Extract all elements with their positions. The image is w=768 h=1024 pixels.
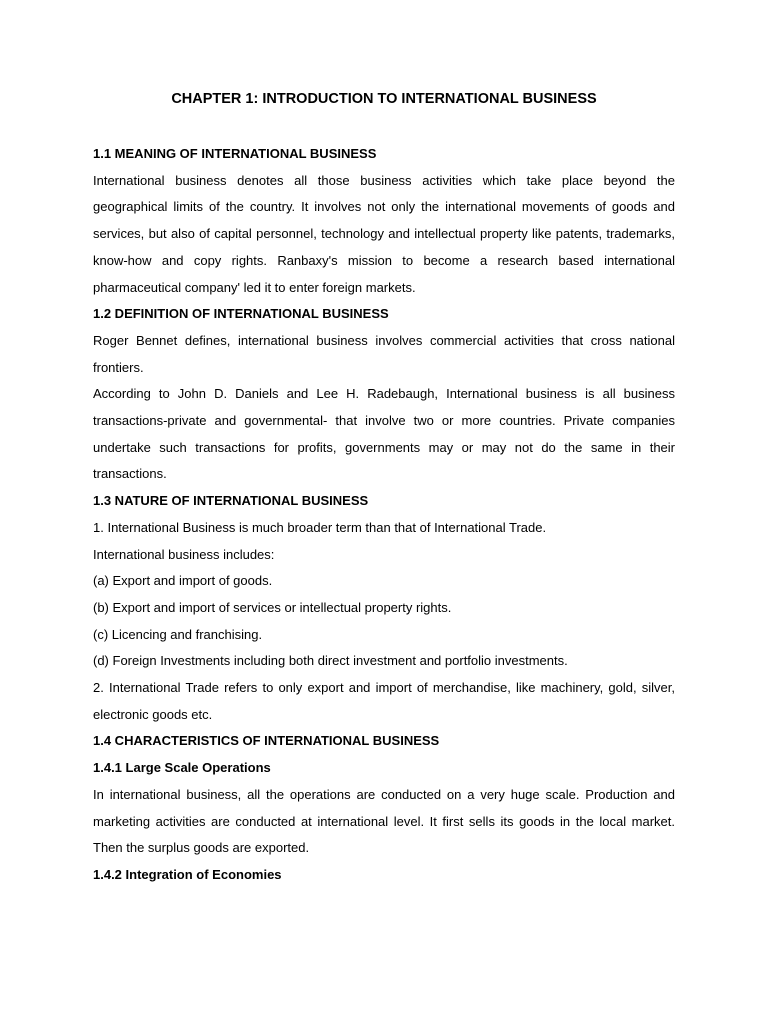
section-heading-characteristics: 1.4 CHARACTERISTICS OF INTERNATIONAL BUSINESS <box>93 733 440 749</box>
document-body <box>93 141 675 889</box>
large-scale-paragraph: In international business, all the operations are conducted on a very huge scale. Production and marketing activities are conducted at international level. It first sells its goods in the local market. Then the surplus goods are exported. <box>93 786 675 856</box>
nature-list-item: (a) Export and import of goods. <box>93 573 273 589</box>
meaning-paragraph: International business denotes all those business activities which take place beyond the geographical limits of the country. It involves not only the international movements of goods and services, but also of capital personnel, technology and intellectual property like patents, trademarks, know-how and copy rights. Ranbaxy's mission to become a research based international pharmaceutical company' led it to enter foreign markets. <box>93 172 675 295</box>
section-heading-definition: 1.2 DEFINITION OF INTERNATIONAL BUSINESS <box>93 306 389 322</box>
nature-list-item: (c) Licencing and franchising. <box>93 626 263 642</box>
nature-list-item: (b) Export and import of services or intellectual property rights. <box>93 599 452 615</box>
subsection-heading-integration: 1.4.2 Integration of Economies <box>93 866 282 882</box>
subsection-heading-large-scale: 1.4.1 Large Scale Operations <box>93 760 271 776</box>
nature-point-1: 1. International Business is much broader term than that of International Trade. <box>93 519 547 535</box>
nature-point-2: 2. International Trade refers to only export and import of merchandise, like machinery, gold, silver, electronic goods etc. <box>93 680 675 722</box>
section-heading-nature: 1.3 NATURE OF INTERNATIONAL BUSINESS <box>93 493 369 509</box>
chapter-title: CHAPTER 1: INTRODUCTION TO INTERNATIONAL BUSINESS <box>171 91 597 107</box>
nature-includes-label: International business includes: <box>93 546 275 562</box>
nature-list-item: (d) Foreign Investments including both direct investment and portfolio investments. <box>93 653 568 669</box>
definition-paragraph-bennet: Roger Bennet defines, international business involves commercial activities that cross national frontiers. <box>93 332 675 375</box>
section-heading-meaning: 1.1 MEANING OF INTERNATIONAL BUSINESS <box>93 146 377 161</box>
definition-paragraph-daniels: According to John D. Daniels and Lee H. Radebaugh, International business is all business transactions-private and governmental- that involve two or more countries. Private companies undertake such transactions for profits, governments may or may not do the same in their transactions. <box>93 386 675 482</box>
